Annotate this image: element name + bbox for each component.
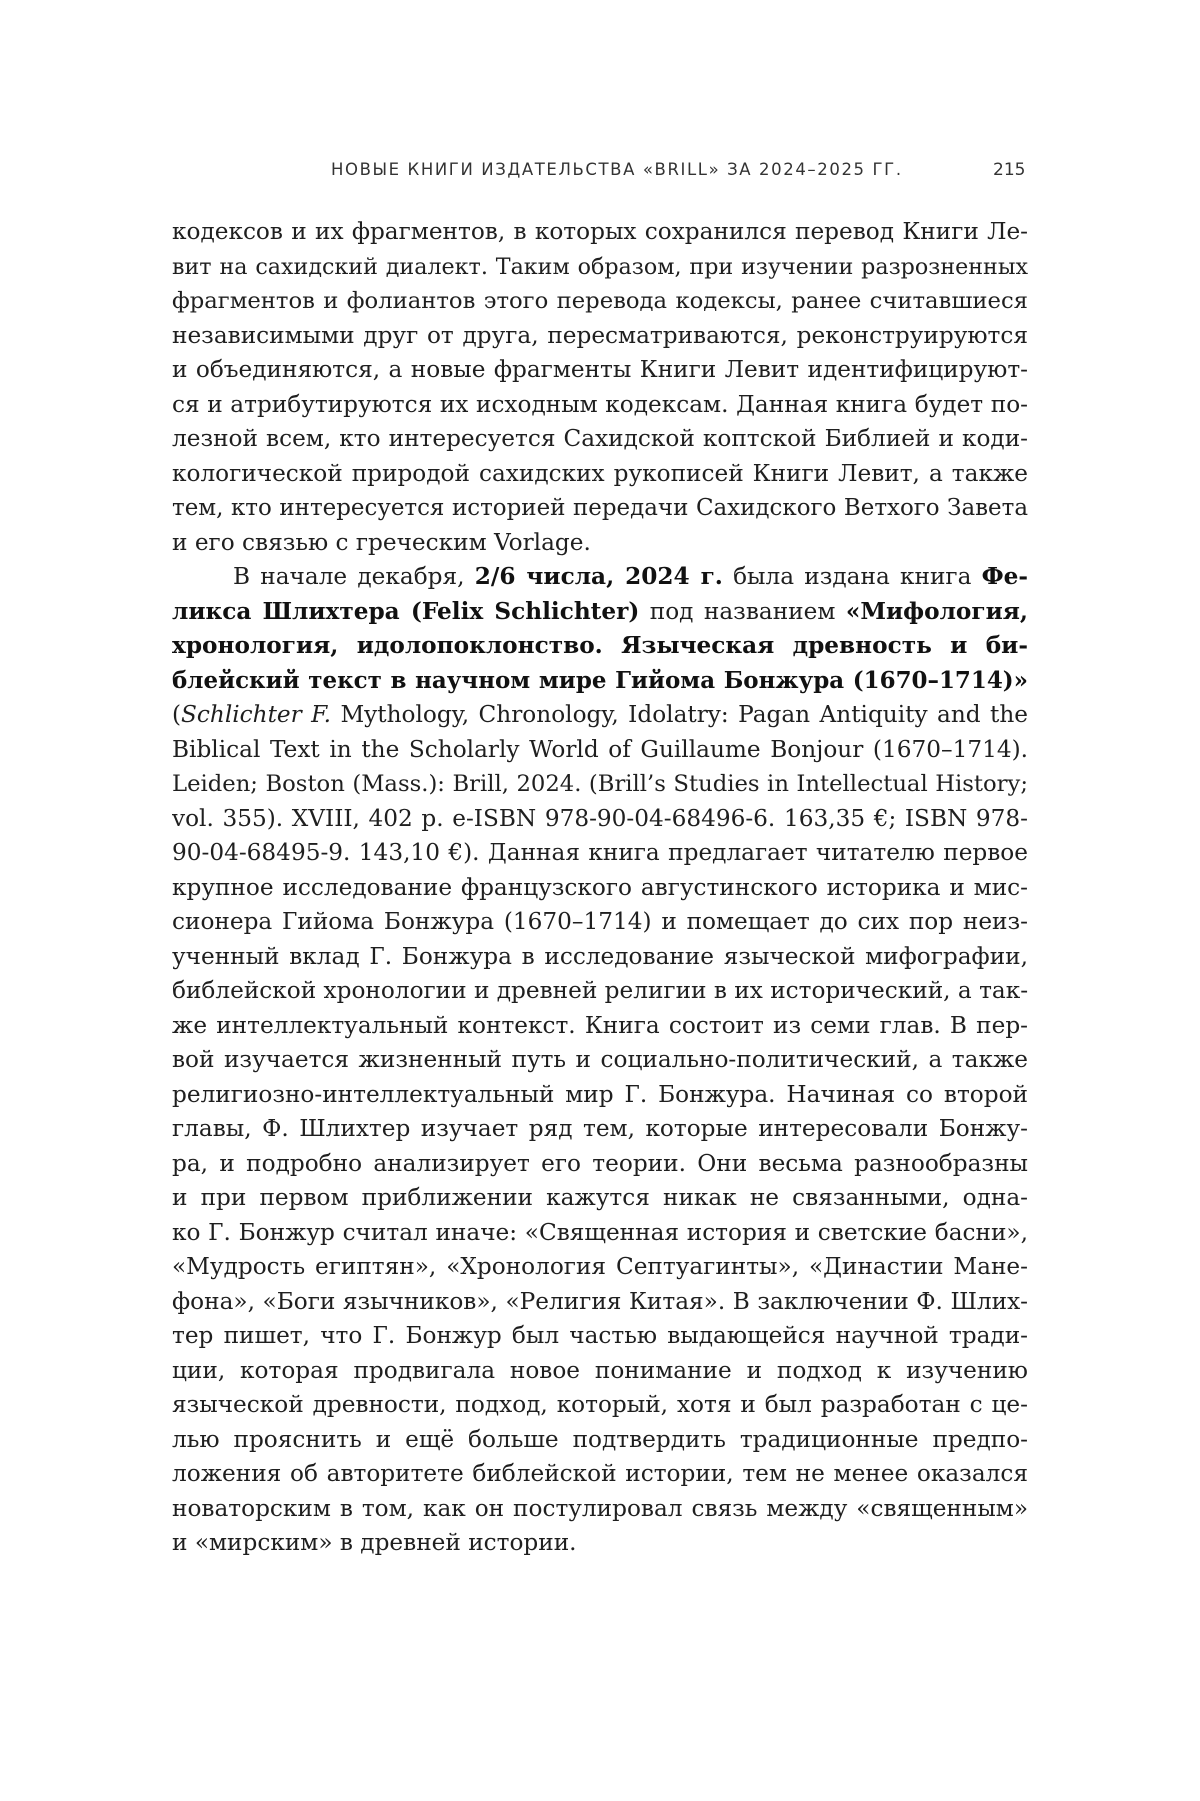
text-line: лью прояснить и ещё больше подтвердить традиционные предпо- [172,1425,1028,1453]
text-line: и при первом приближении кажутся никак не связанными, одна- [172,1184,1028,1211]
text-line: фона», «Боги язычников», «Религия Китая». В заключении Ф. Шлих- [172,1287,1028,1315]
text-line: новаторским в том, как он постулировал связь между «священным» [172,1494,1028,1522]
text-line: vol. 355). XVIII, 402 p. e-ISBN 978-90-04-68496-6. 163,35 €; ISBN 978- [172,804,1028,832]
text-line: ко Г. Бонжур считал иначе: «Священная история и светские басни», [172,1218,1028,1246]
text-line: кологической природой сахидских рукописей Книги Левит, а также [172,459,1028,487]
text-line: религиозно-интеллектуальный мир Г. Бонжура. Начиная со второй [172,1080,1028,1108]
text-line [172,698,1028,733]
text-line: вой изучается жизненный путь и социально-политический, а также [172,1046,1028,1073]
text-line: тер пишет, что Г. Бонжур был частью выдающейся научной тради- [172,1322,1028,1349]
publication-date: 2/6 числа, 2024 г. [474,563,723,590]
author-reference: Schlichter F. [181,701,332,728]
running-head: НОВЫЕ КНИГИ ИЗДАТЕЛЬСТВА «BRILL» ЗА 2024–2025 ГГ. [331,160,903,179]
text-line: ученный вклад Г. Бонжура в исследование языческой мифографии, [172,942,1028,970]
text-line: тем, кто интересуется историей передачи Сахидского Ветхого Завета [172,495,1028,521]
text-line: главы, Ф. Шлихтер изучает ряд тем, которые интересовали Бонжу- [172,1115,1028,1142]
text-line: ложения об авторитете библейской истории, тем не менее оказался [172,1460,1028,1487]
book-title: хронология, идолопоклонство. Языческая древность и би- [172,632,1028,659]
text-line: вит на сахидский диалект. Таким образом, при изучении разрозненных [172,253,1028,280]
text-line: «Мудрость египтян», «Хронология Септуагинты», «Династии Мане- [172,1253,1028,1280]
text-line: и «мирским» в древней истории. [172,1529,577,1556]
text-line: и его связью с греческим Vorlage. [172,528,591,556]
author-name: ликса Шлихтера (Felix Schlichter) [172,597,640,625]
text-line: библейской хронологии и древней религии в их исторический, а так- [172,977,1028,1004]
author-name: Фе- [981,563,1028,590]
text-line [172,560,1028,595]
text-line: ся и атрибутируются их исходным кодексам. Данная книга будет по- [172,390,1028,418]
text-line: и объединяются, а новые фрагменты Книги Левит идентифицируют- [172,356,1028,383]
text-line: 90-04-68495-9. 143,10 €). Данная книга предлагает читателю первое [172,839,1028,866]
text-run: ( [172,701,182,728]
page-number: 215 [993,160,1026,180]
text-line: лезной всем, кто интересуется Сахидской коптской Библией и коди- [172,425,1028,452]
text-line: языческой древности, подход, который, хотя и был разработан с це- [172,1391,1028,1418]
text-line: Biblical Text in the Scholarly World of Guillaume Bonjour (1670–1714). [172,735,1028,763]
text-run: была издана книга [722,563,982,590]
text-line: кодексов и их фрагментов, в которых сохранился перевод Книги Ле- [172,218,1028,245]
text-run: Mythology, Chronology, Idolatry: Pagan Antiquity and the [331,701,1028,728]
text-line [172,664,1028,699]
paragraph-1 [172,215,1028,560]
text-line [172,629,1028,664]
book-title: «Мифология, [845,597,1028,625]
text-line: независимыми друг от друга, пересматриваются, реконструируются [172,321,1028,349]
text-run: под названием [639,597,846,625]
paragraph-2 [172,560,1028,1561]
text-line: фрагментов и фолиантов этого перевода кодексы, ранее считавшиеся [172,288,1028,314]
text-line: ра, и подробно анализирует его теории. Они весьма разнообразны [172,1149,1028,1177]
text-line: Leiden; Boston (Mass.): Brill, 2024. (Brill’s Studies in Intellectual History; [172,771,1028,797]
text-line: же интеллектуальный контекст. Книга состоит из семи глав. В пер- [172,1011,1028,1039]
text-line: ции, которая продвигала новое понимание и подход к изучению [172,1356,1028,1384]
body-text [172,215,1028,1561]
text-line [172,595,1028,630]
text-line: сионера Гийома Бонжура (1670–1714) и помещает до сих пор неиз- [172,908,1028,935]
book-title: блейский текст в научном мире Гийома Бонжура (1670–1714)» [172,666,1028,694]
text-run: В начале декабря, [233,563,475,590]
text-line: крупное исследование французского августинского историка и мис- [172,873,1028,901]
